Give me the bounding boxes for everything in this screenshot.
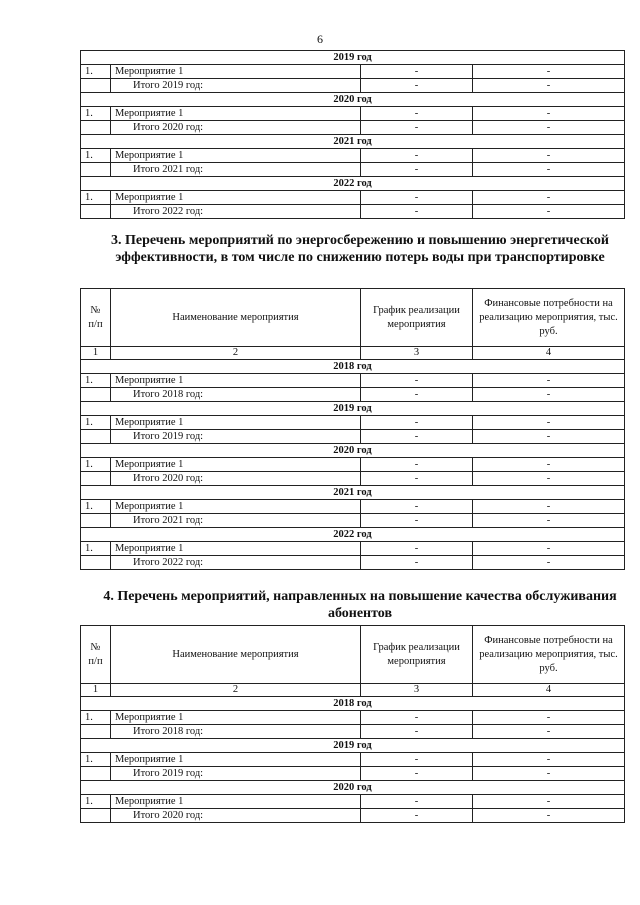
schedule-value: - <box>361 711 473 725</box>
col-index: 2 <box>111 684 361 697</box>
year-row <box>81 444 625 458</box>
total-finance-value: - <box>473 121 625 135</box>
total-row <box>81 809 625 823</box>
total-schedule-value: - <box>361 725 473 739</box>
measure-name: Мероприятие 1 <box>111 374 361 388</box>
finance-value: - <box>473 500 625 514</box>
header-schedule: График реализации мероприятия <box>361 289 473 347</box>
total-finance-value: - <box>473 79 625 93</box>
total-row <box>81 556 625 570</box>
schedule-value: - <box>361 65 473 79</box>
total-schedule-value: - <box>361 556 473 570</box>
col-index: 3 <box>361 684 473 697</box>
table-row <box>81 500 625 514</box>
section4-table <box>80 625 625 823</box>
table-row <box>81 374 625 388</box>
row-number: 1. <box>81 542 111 556</box>
header-finance: Финансовые потребности на реализацию мероприятия, тыс. руб. <box>473 626 625 684</box>
top-table-body <box>81 51 625 219</box>
empty-cell <box>81 79 111 93</box>
section4-body <box>81 697 625 823</box>
total-row <box>81 514 625 528</box>
year-label: 2021 год <box>81 135 625 149</box>
total-row <box>81 430 625 444</box>
col-index: 3 <box>361 347 473 360</box>
schedule-value: - <box>361 416 473 430</box>
header-name: Наименование мероприятия <box>111 626 361 684</box>
measure-name: Мероприятие 1 <box>111 500 361 514</box>
schedule-value: - <box>361 500 473 514</box>
measure-name: Мероприятие 1 <box>111 149 361 163</box>
year-row <box>81 135 625 149</box>
row-number: 1. <box>81 65 111 79</box>
section3-title: 3. Перечень мероприятий по энергосбережению и повышению энергетической эффективности, в том числе по снижению потерь воды при транспортировке <box>110 233 610 265</box>
row-number: 1. <box>81 458 111 472</box>
finance-value: - <box>473 542 625 556</box>
finance-value: - <box>473 149 625 163</box>
table-header-row <box>81 626 625 684</box>
total-label: Итого 2018 год: <box>111 725 361 739</box>
header-finance: Финансовые потребности на реализацию мероприятия, тыс. руб. <box>473 289 625 347</box>
year-label: 2021 год <box>81 486 625 500</box>
header-num: № п/п <box>81 289 111 347</box>
table-row <box>81 416 625 430</box>
row-number: 1. <box>81 191 111 205</box>
total-schedule-value: - <box>361 79 473 93</box>
schedule-value: - <box>361 795 473 809</box>
measure-name: Мероприятие 1 <box>111 107 361 121</box>
empty-cell <box>81 388 111 402</box>
total-finance-value: - <box>473 809 625 823</box>
total-schedule-value: - <box>361 388 473 402</box>
year-label: 2020 год <box>81 444 625 458</box>
row-number: 1. <box>81 795 111 809</box>
measure-name: Мероприятие 1 <box>111 458 361 472</box>
year-row <box>81 177 625 191</box>
header-schedule: График реализации мероприятия <box>361 626 473 684</box>
table-row <box>81 65 625 79</box>
year-label: 2018 год <box>81 360 625 374</box>
year-row <box>81 360 625 374</box>
total-schedule-value: - <box>361 514 473 528</box>
year-label: 2019 год <box>81 51 625 65</box>
table-row <box>81 107 625 121</box>
column-index-row <box>81 347 625 360</box>
table-row <box>81 753 625 767</box>
row-number: 1. <box>81 416 111 430</box>
top-table <box>80 50 625 219</box>
col-index: 4 <box>473 684 625 697</box>
total-label: Итого 2019 год: <box>111 79 361 93</box>
empty-cell <box>81 163 111 177</box>
header-name: Наименование мероприятия <box>111 289 361 347</box>
total-schedule-value: - <box>361 430 473 444</box>
total-label: Итого 2019 год: <box>111 767 361 781</box>
total-finance-value: - <box>473 205 625 219</box>
table-row <box>81 191 625 205</box>
schedule-value: - <box>361 374 473 388</box>
year-label: 2018 год <box>81 697 625 711</box>
table-row <box>81 458 625 472</box>
year-row <box>81 486 625 500</box>
row-number: 1. <box>81 711 111 725</box>
total-finance-value: - <box>473 430 625 444</box>
col-index: 1 <box>81 347 111 360</box>
finance-value: - <box>473 458 625 472</box>
measure-name: Мероприятие 1 <box>111 753 361 767</box>
table-row <box>81 795 625 809</box>
total-row <box>81 472 625 486</box>
section4-title: 4. Перечень мероприятий, направленных на повышение качества обслуживания абонентов <box>103 589 617 621</box>
measure-name: Мероприятие 1 <box>111 711 361 725</box>
total-label: Итого 2019 год: <box>111 430 361 444</box>
header-num: № п/п <box>81 626 111 684</box>
total-label: Итого 2021 год: <box>111 514 361 528</box>
schedule-value: - <box>361 191 473 205</box>
total-row <box>81 388 625 402</box>
total-label: Итого 2022 год: <box>111 205 361 219</box>
total-finance-value: - <box>473 388 625 402</box>
empty-cell <box>81 430 111 444</box>
row-number: 1. <box>81 107 111 121</box>
year-row <box>81 528 625 542</box>
schedule-value: - <box>361 753 473 767</box>
total-finance-value: - <box>473 556 625 570</box>
total-row <box>81 163 625 177</box>
empty-cell <box>81 472 111 486</box>
total-finance-value: - <box>473 472 625 486</box>
year-row <box>81 51 625 65</box>
total-row <box>81 205 625 219</box>
total-label: Итого 2021 год: <box>111 163 361 177</box>
year-label: 2022 год <box>81 177 625 191</box>
total-schedule-value: - <box>361 121 473 135</box>
total-label: Итого 2018 год: <box>111 388 361 402</box>
total-row <box>81 79 625 93</box>
empty-cell <box>81 767 111 781</box>
total-label: Итого 2020 год: <box>111 809 361 823</box>
measure-name: Мероприятие 1 <box>111 416 361 430</box>
schedule-value: - <box>361 107 473 121</box>
total-finance-value: - <box>473 767 625 781</box>
total-finance-value: - <box>473 725 625 739</box>
schedule-value: - <box>361 542 473 556</box>
row-number: 1. <box>81 374 111 388</box>
year-row <box>81 781 625 795</box>
row-number: 1. <box>81 149 111 163</box>
schedule-value: - <box>361 458 473 472</box>
total-schedule-value: - <box>361 767 473 781</box>
total-schedule-value: - <box>361 809 473 823</box>
finance-value: - <box>473 416 625 430</box>
total-schedule-value: - <box>361 163 473 177</box>
table-row <box>81 542 625 556</box>
finance-value: - <box>473 65 625 79</box>
col-index: 2 <box>111 347 361 360</box>
year-row <box>81 739 625 753</box>
empty-cell <box>81 556 111 570</box>
total-schedule-value: - <box>361 205 473 219</box>
total-row <box>81 725 625 739</box>
table-row <box>81 149 625 163</box>
total-finance-value: - <box>473 514 625 528</box>
table-header-row <box>81 289 625 347</box>
measure-name: Мероприятие 1 <box>111 65 361 79</box>
total-label: Итого 2020 год: <box>111 121 361 135</box>
col-index: 4 <box>473 347 625 360</box>
year-label: 2019 год <box>81 739 625 753</box>
row-number: 1. <box>81 753 111 767</box>
table-row <box>81 711 625 725</box>
measure-name: Мероприятие 1 <box>111 795 361 809</box>
total-label: Итого 2022 год: <box>111 556 361 570</box>
empty-cell <box>81 725 111 739</box>
finance-value: - <box>473 191 625 205</box>
empty-cell <box>81 514 111 528</box>
total-finance-value: - <box>473 163 625 177</box>
section3-table <box>80 288 625 570</box>
total-row <box>81 121 625 135</box>
total-label: Итого 2020 год: <box>111 472 361 486</box>
year-row <box>81 697 625 711</box>
year-row <box>81 402 625 416</box>
empty-cell <box>81 205 111 219</box>
year-label: 2020 год <box>81 93 625 107</box>
total-schedule-value: - <box>361 472 473 486</box>
measure-name: Мероприятие 1 <box>111 542 361 556</box>
year-label: 2019 год <box>81 402 625 416</box>
measure-name: Мероприятие 1 <box>111 191 361 205</box>
col-index: 1 <box>81 684 111 697</box>
finance-value: - <box>473 107 625 121</box>
row-number: 1. <box>81 500 111 514</box>
finance-value: - <box>473 374 625 388</box>
empty-cell <box>81 809 111 823</box>
empty-cell <box>81 121 111 135</box>
finance-value: - <box>473 711 625 725</box>
section3-body <box>81 360 625 570</box>
column-index-row <box>81 684 625 697</box>
total-row <box>81 767 625 781</box>
page-number: 6 <box>317 32 323 46</box>
year-row <box>81 93 625 107</box>
finance-value: - <box>473 753 625 767</box>
finance-value: - <box>473 795 625 809</box>
year-label: 2022 год <box>81 528 625 542</box>
year-label: 2020 год <box>81 781 625 795</box>
schedule-value: - <box>361 149 473 163</box>
